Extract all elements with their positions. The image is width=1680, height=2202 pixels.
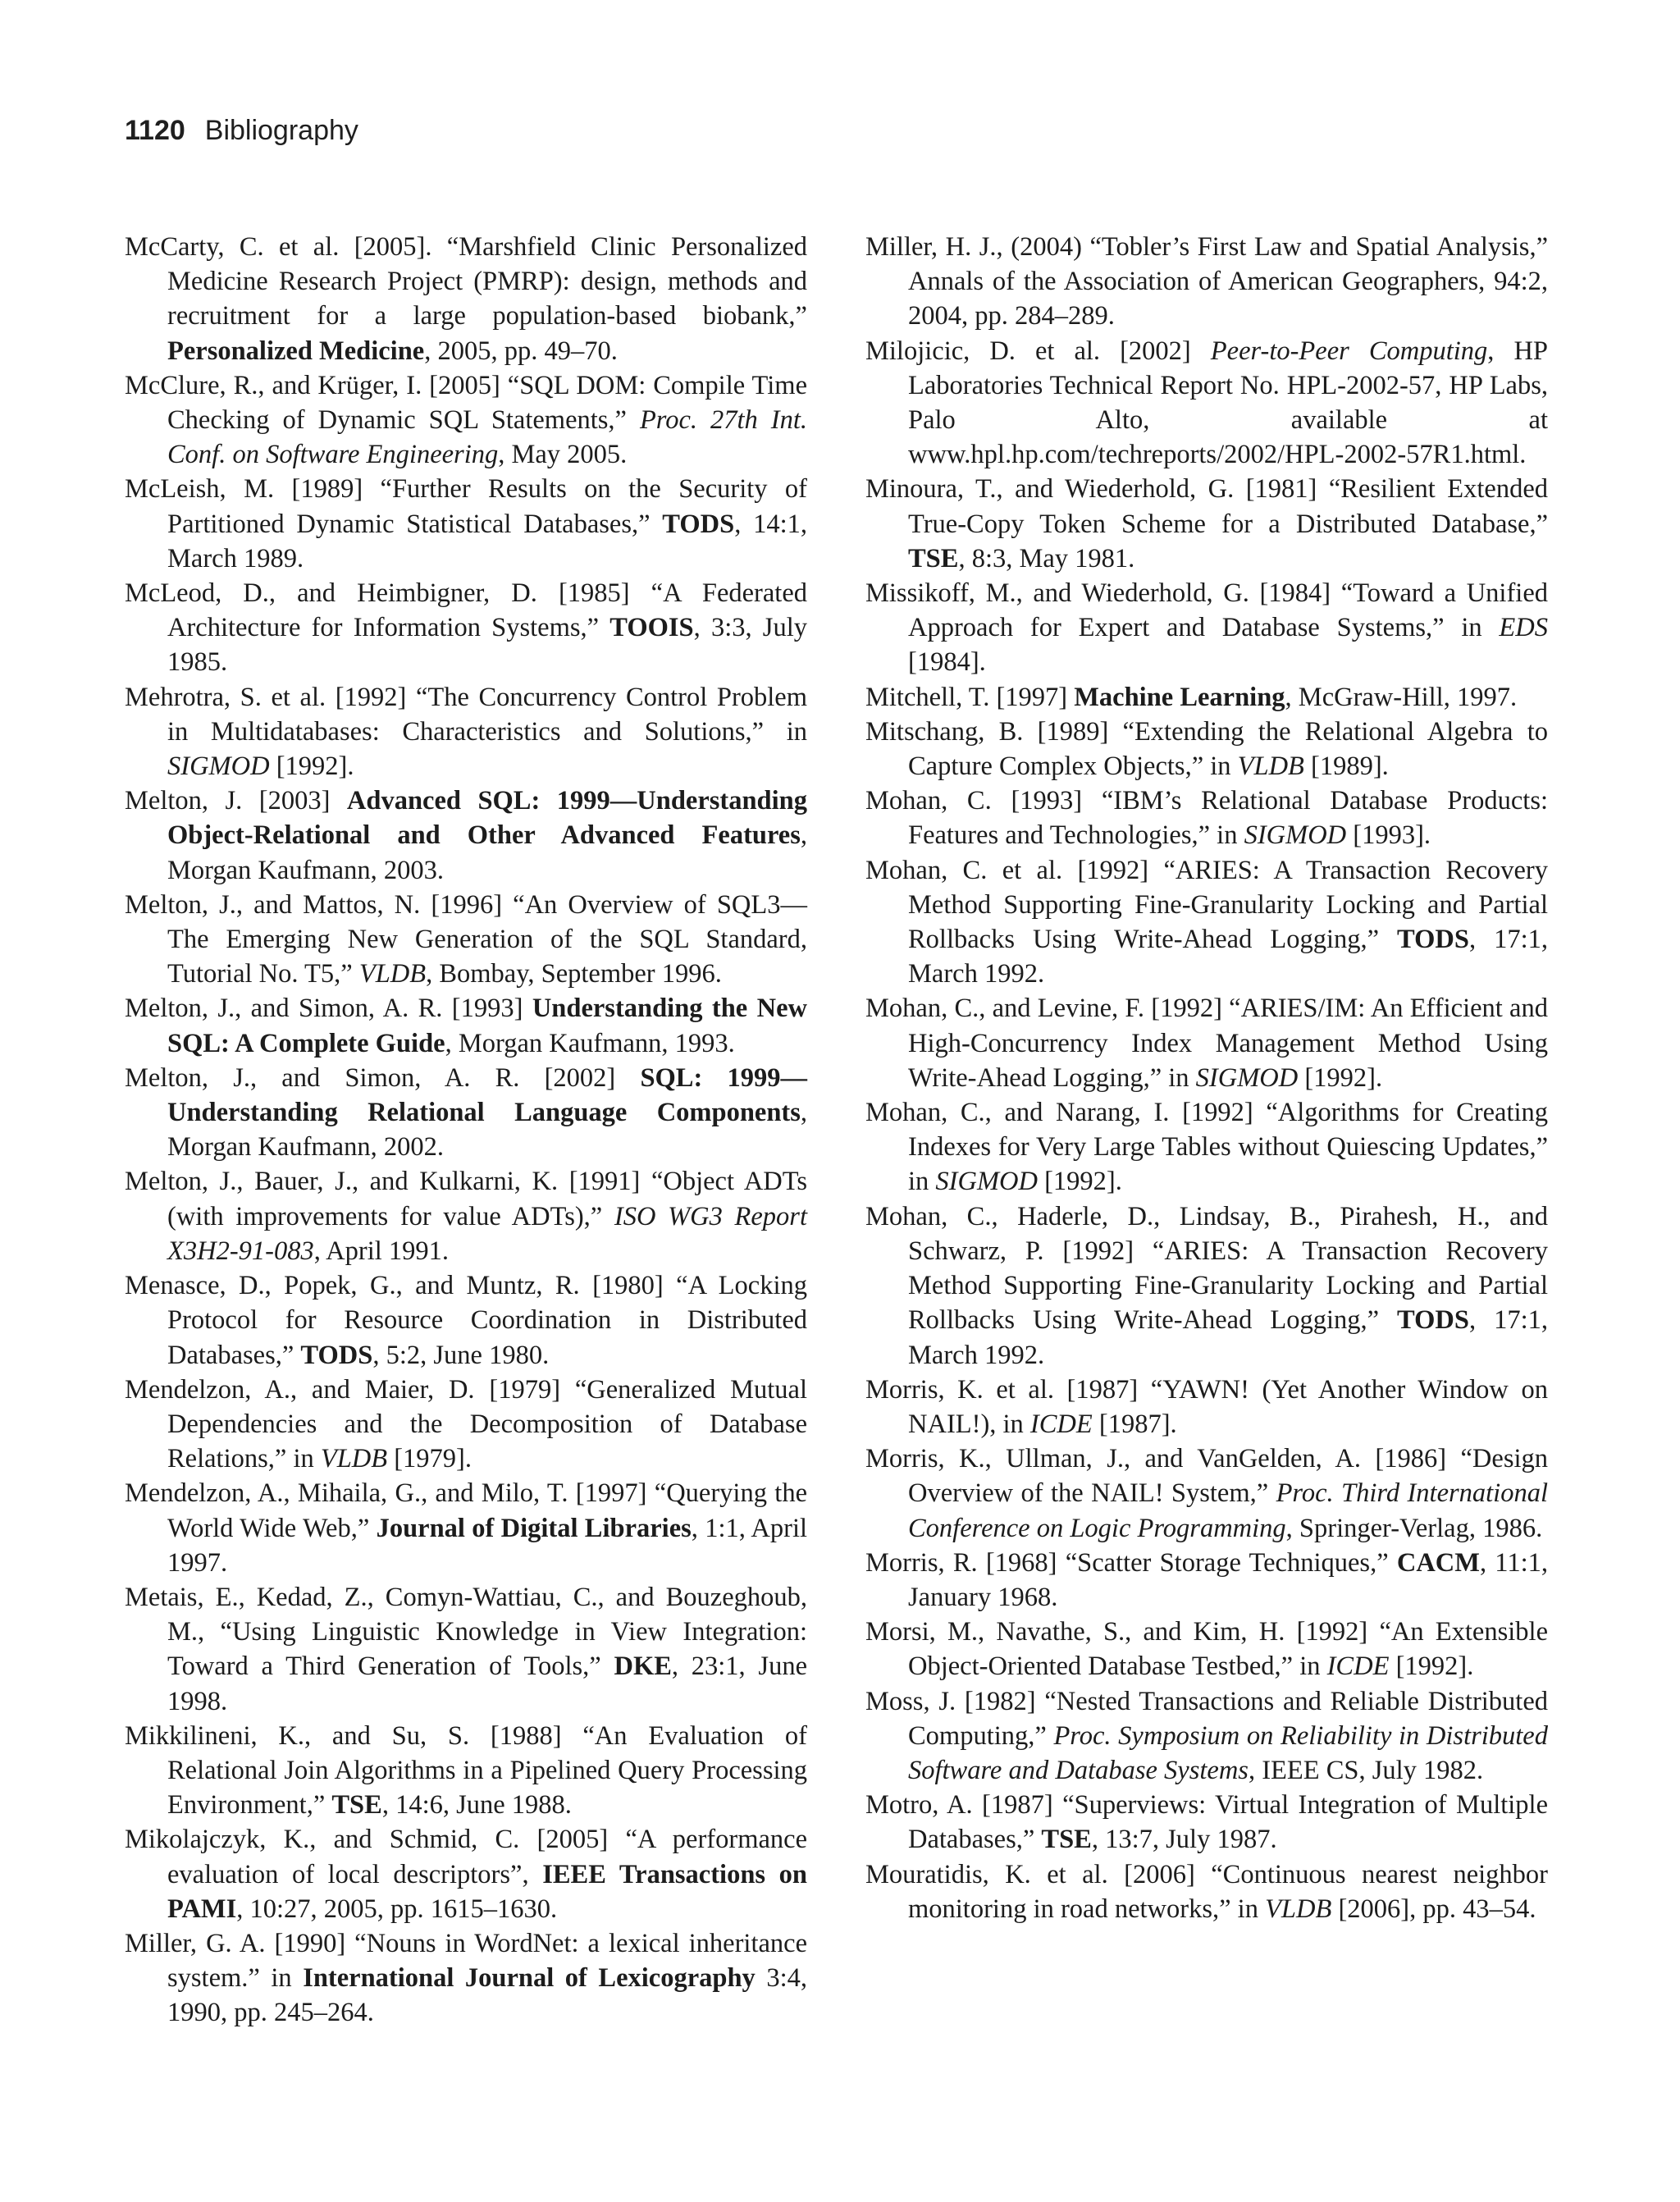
entry-text: , 3:3, July 1985.	[167, 613, 807, 678]
entry-text: , 11:1, January 1968.	[908, 1547, 1548, 1612]
entry-title-bold: Advanced SQL: 1999—Understanding Object-Relational and Other Advanced Features	[167, 786, 807, 851]
entry-source-italic: VLDB	[358, 959, 427, 989]
bibliography-entry	[865, 1615, 1548, 1683]
bibliography-column-left	[125, 230, 807, 2031]
entry-text: [1989].	[1303, 752, 1389, 782]
entry-title-bold: Understanding the New SQL: A Complete Guide	[167, 994, 807, 1058]
entry-text: , Springer-Verlag, 1986.	[1285, 1513, 1543, 1543]
entry-text: Miller, G. A. [1990] “Nouns in WordNet: a lexical inheritance system.” in	[125, 1928, 807, 1994]
entry-source-italic: ICDE	[1029, 1409, 1093, 1439]
bibliography-entry	[125, 1580, 807, 1719]
entry-source-italic: SIGMOD	[167, 752, 270, 782]
entry-title-bold: CACM	[1396, 1547, 1480, 1578]
bibliography-entry	[125, 1268, 807, 1373]
entry-text: , 2005, pp. 49–70.	[424, 336, 618, 366]
entry-text: , 23:1, June 1998.	[167, 1652, 807, 1716]
entry-text: Mendelzon, A., and Maier, D. [1979] “Generalized Mutual Dependencies and the Decomposition of Database Relations,” in	[125, 1374, 807, 1474]
entry-source-italic: Peer-to-Peer Computing	[1210, 336, 1488, 366]
entry-text: Melton, J., and Mattos, N. [1996] “An Overview of SQL3—The Emerging New Generation of the SQL Standard, Tutorial No. T5,”	[125, 889, 807, 989]
entry-text: , 8:3, May 1981.	[958, 543, 1135, 573]
bibliography-entry	[125, 1926, 807, 2031]
entry-text: Mohan, C. [1993] “IBM’s Relational Database Products: Features and Technologies,” in	[865, 786, 1548, 851]
entry-source-italic: Proc. Third International Conference on Logic Programming	[908, 1478, 1548, 1543]
bibliography-entry	[125, 472, 807, 576]
entry-source-italic: VLDB	[1237, 752, 1304, 782]
entry-text: Melton, J., and Simon, A. R. [2002]	[125, 1062, 641, 1093]
entry-text: Mitschang, B. [1989] “Extending the Relational Algebra to Capture Complex Objects,” in	[865, 716, 1548, 782]
entry-title-bold: TODS	[300, 1340, 373, 1370]
entry-source-italic: SIGMOD	[1244, 820, 1347, 851]
entry-text: Metais, E., Kedad, Z., Comyn-Wattiau, C., and Bouzeghoub, M., “Using Linguistic Knowledge in View Integration: Toward a Third Generation of Tools,”	[125, 1582, 807, 1682]
entry-text: , Bombay, September 1996.	[426, 959, 722, 989]
entry-text: , McGraw-Hill, 1997.	[1285, 682, 1518, 712]
entry-title-bold: TODS	[1397, 925, 1469, 955]
bibliography-entry	[125, 1822, 807, 1926]
entry-text: Minoura, T., and Wiederhold, G. [1981] “Resilient Extended True-Copy Token Scheme for a Distributed Database,”	[865, 474, 1548, 539]
entry-text: Miller, H. J., (2004) “Tobler’s First Law and Spatial Analysis,” Annals of the Association of American Geographers, 94:2, 2004, pp. 284–289.	[865, 232, 1548, 331]
entry-text: Menasce, D., Popek, G., and Muntz, R. [1980] “A Locking Protocol for Resource Coordination in Distributed Databases,”	[125, 1271, 807, 1370]
entry-text: Mohan, C., Haderle, D., Lindsay, B., Pirahesh, H., and Schwarz, P. [1992] “ARIES: A Transaction Recovery Method Supporting Fine-Granularity Locking and Partial Rollbacks Using Write-Ahead Logging,”	[865, 1201, 1548, 1336]
bibliography-entry	[125, 230, 807, 368]
bibliography-entry	[865, 1373, 1548, 1441]
entry-text: , 14:1, March 1989.	[167, 509, 807, 573]
bibliography-entry	[865, 230, 1548, 334]
entry-text: , 13:7, July 1987.	[1091, 1825, 1277, 1855]
entry-text: , HP Laboratories Technical Report No. HPL-2002-57, HP Labs, Palo Alto, available at www.hpl.hp.com/techreports/2002/HPL-2002-57R1.html.	[908, 336, 1549, 470]
bibliography-entry	[125, 991, 807, 1060]
entry-title-bold: Journal of Digital Libraries	[376, 1513, 692, 1543]
entry-title-bold: International Journal of Lexicography	[303, 1963, 756, 1994]
entry-title-bold: IEEE Transactions on PAMI	[167, 1859, 807, 1924]
bibliography-entry	[865, 1199, 1548, 1373]
entry-text: Morris, K., Ullman, J., and VanGelden, A. [1986] “Design Overview of the NAIL! System,”	[865, 1444, 1548, 1509]
entry-source-italic: VLDB	[320, 1444, 388, 1474]
bibliography-entry	[865, 1788, 1548, 1857]
entry-text: Morris, K. et al. [1987] “YAWN! (Yet Another Window on NAIL!), in	[865, 1374, 1548, 1439]
bibliography-entry	[125, 368, 807, 473]
entry-title-bold: Machine Learning	[1074, 682, 1285, 712]
entry-text: Mikkilineni, K., and Su, S. [1988] “An Evaluation of Relational Join Algorithms in a Pipelined Query Processing Environment,”	[125, 1720, 807, 1821]
bibliography-column-right	[865, 230, 1548, 1926]
page-number: 1120	[125, 115, 185, 146]
entry-source-italic: VLDB	[1265, 1894, 1332, 1924]
entry-text: [1993].	[1346, 820, 1431, 851]
entry-text: [1987].	[1092, 1409, 1177, 1439]
entry-text: McCarty, C. et al. [2005]. “Marshfield Clinic Personalized Medicine Research Project (PMRP): design, methods and recruitment for a large population-based biobank,”	[125, 232, 807, 331]
bibliography-entry	[125, 1373, 807, 1477]
bibliography-entry	[125, 576, 807, 680]
entry-source-italic: EDS	[1499, 613, 1548, 643]
entry-text: Missikoff, M., and Wiederhold, G. [1984] “Toward a Unified Approach for Expert and Database Systems,” in	[865, 578, 1548, 643]
bibliography-entry	[865, 783, 1548, 852]
entry-text: Mohan, C. et al. [1992] “ARIES: A Transaction Recovery Method Supporting Fine-Granularity Locking and Partial Rollbacks Using Write-Ahead Logging,”	[865, 855, 1548, 955]
entry-text: , 10:27, 2005, pp. 1615–1630.	[236, 1894, 558, 1924]
bibliography-entry	[125, 1061, 807, 1165]
entry-title-bold: TODS	[1397, 1305, 1469, 1336]
page-header	[125, 115, 358, 147]
entry-source-italic: SIGMOD	[1195, 1062, 1299, 1093]
bibliography-entry	[865, 1546, 1548, 1615]
bibliography-entry	[865, 334, 1548, 473]
entry-text: McLeish, M. [1989] “Further Results on the Security of Partitioned Dynamic Statistical Databases,”	[125, 474, 807, 539]
entry-text: Melton, J., and Simon, A. R. [1993]	[125, 994, 532, 1024]
bibliography-entry	[125, 888, 807, 992]
entry-text: Melton, J. [2003]	[125, 786, 347, 816]
entry-text: Mitchell, T. [1997]	[865, 682, 1075, 712]
entry-text: McLeod, D., and Heimbigner, D. [1985] “A Federated Architecture for Information Systems,”	[125, 578, 807, 643]
entry-text: , 14:6, June 1988.	[381, 1790, 572, 1821]
entry-text: , May 2005.	[498, 440, 628, 470]
entry-title-bold: TSE	[908, 543, 959, 573]
entry-text: Mehrotra, S. et al. [1992] “The Concurrency Control Problem in Multidatabases: Characteristics and Solutions,” in	[125, 682, 807, 747]
bibliography-entry	[865, 853, 1548, 992]
bibliography-entry	[865, 715, 1548, 783]
bibliography-entry	[865, 1857, 1548, 1926]
entry-title-bold: TODS	[662, 509, 735, 539]
bibliography-entry	[865, 991, 1548, 1095]
running-title: Bibliography	[204, 115, 358, 146]
entry-title-bold: DKE	[614, 1652, 672, 1682]
bibliography-entry	[865, 472, 1548, 576]
bibliography-entry	[125, 783, 807, 888]
entry-title-bold: Personalized Medicine	[167, 336, 425, 366]
bibliography-entry	[865, 680, 1548, 715]
entry-text: [1979].	[387, 1444, 472, 1474]
entry-text: Melton, J., Bauer, J., and Kulkarni, K. [1991] “Object ADTs (with improvements for value ADTs),”	[125, 1167, 807, 1231]
entry-text: Milojicic, D. et al. [2002]	[865, 336, 1211, 366]
entry-source-italic: SIGMOD	[935, 1167, 1038, 1197]
bibliography-entry	[865, 576, 1548, 680]
entry-text: , 17:1, March 1992.	[908, 1305, 1548, 1370]
entry-text: , 17:1, March 1992.	[908, 925, 1548, 989]
entry-text: , 1:1, April 1997.	[167, 1513, 808, 1578]
entry-text: Mohan, C., and Narang, I. [1992] “Algorithms for Creating Indexes for Very Large Tables without Quiescing Updates,” in	[865, 1098, 1548, 1197]
bibliography-entry	[865, 1441, 1548, 1546]
entry-text: Morsi, M., Navathe, S., and Kim, H. [1992] “An Extensible Object-Oriented Database Testbed,” in	[865, 1617, 1548, 1682]
bibliography-entry	[125, 1719, 807, 1823]
entry-title-bold: TSE	[331, 1790, 382, 1821]
entry-source-italic: Proc. 27th Int. Conf. on Software Engineering	[167, 405, 807, 470]
bibliography-entry	[125, 680, 807, 784]
entry-text: Moss, J. [1982] “Nested Transactions and Reliable Distributed Computing,”	[865, 1686, 1548, 1751]
entry-source-italic: Proc. Symposium on Reliability in Distributed Software and Database Systems	[908, 1720, 1548, 1785]
entry-text: Morris, R. [1968] “Scatter Storage Techniques,”	[865, 1547, 1397, 1578]
entry-text: Mendelzon, A., Mihaila, G., and Milo, T. [1997] “Querying the World Wide Web,”	[125, 1478, 807, 1543]
entry-text: [2006], pp. 43–54.	[1331, 1894, 1536, 1924]
entry-title-bold: TOOIS	[609, 613, 694, 643]
entry-text: Mouratidis, K. et al. [2006] “Continuous nearest neighbor monitoring in road networks,” in	[865, 1859, 1548, 1924]
bibliography-entry	[865, 1095, 1548, 1199]
entry-text: , Morgan Kaufmann, 1993.	[445, 1028, 735, 1058]
entry-text: [1992].	[1298, 1062, 1383, 1093]
bibliography-entry	[865, 1684, 1548, 1789]
entry-text: 3:4, 1990, pp. 245–264.	[167, 1963, 807, 2028]
bibliography-entry	[125, 1164, 807, 1268]
entry-text: [1992].	[1389, 1652, 1474, 1682]
entry-source-italic: ICDE	[1326, 1652, 1390, 1682]
entry-text: Motro, A. [1987] “Superviews: Virtual Integration of Multiple Databases,”	[865, 1790, 1548, 1855]
entry-title-bold: SQL: 1999—Understanding Relational Language Components	[167, 1062, 808, 1128]
entry-text: , Morgan Kaufmann, 2002.	[167, 1098, 807, 1163]
entry-text: , Morgan Kaufmann, 2003.	[167, 820, 807, 885]
entry-text: Mikolajczyk, K., and Schmid, C. [2005] “A performance evaluation of local descriptors”,	[125, 1825, 807, 1889]
entry-text: , 5:2, June 1980.	[372, 1340, 550, 1370]
entry-text: [1992].	[1037, 1167, 1122, 1197]
entry-source-italic: ISO WG3 Report X3H2-91-083	[167, 1201, 807, 1266]
entry-text: Mohan, C., and Levine, F. [1992] “ARIES/IM: An Efficient and High-Concurrency Index Management Method Using Write-Ahead Logging,” in	[865, 994, 1548, 1093]
entry-title-bold: TSE	[1041, 1825, 1092, 1855]
entry-text: , IEEE CS, July 1982.	[1248, 1755, 1484, 1785]
entry-text: , April 1991.	[313, 1236, 450, 1266]
entry-text: McClure, R., and Krüger, I. [2005] “SQL DOM: Compile Time Checking of Dynamic SQL Statements,”	[125, 370, 807, 436]
bibliography-entry	[125, 1476, 807, 1580]
entry-text: [1984].	[908, 647, 986, 678]
entry-text: [1992].	[269, 752, 354, 782]
